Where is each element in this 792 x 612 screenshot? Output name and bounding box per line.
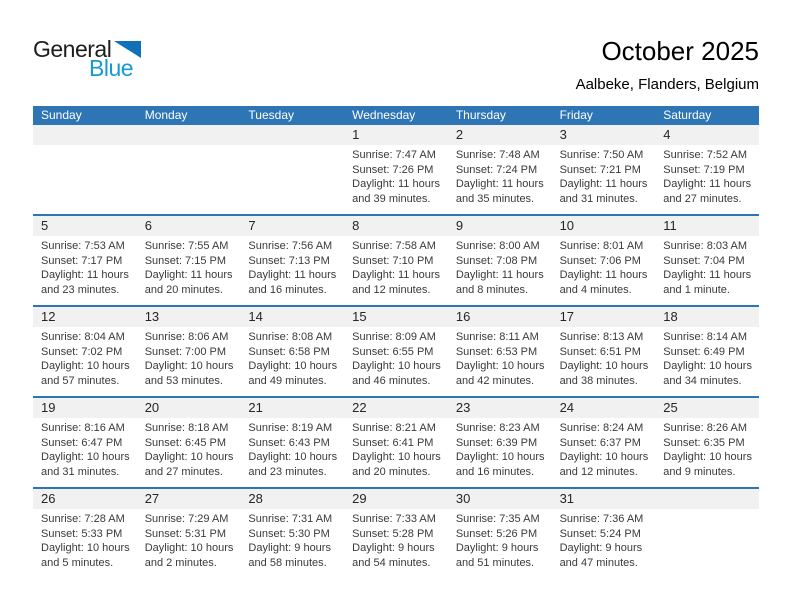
weekday-header bbox=[33, 106, 759, 125]
sunrise-text: Sunrise: 7:50 AM bbox=[559, 149, 644, 161]
day-number: 28 bbox=[248, 491, 263, 506]
daylight-text: and 5 minutes. bbox=[41, 556, 114, 569]
day-cell bbox=[655, 418, 759, 487]
sunrise-text: Sunrise: 7:52 AM bbox=[663, 149, 748, 161]
daylight-text: and 20 minutes. bbox=[144, 283, 223, 296]
daylight-text: and 16 minutes. bbox=[248, 283, 327, 296]
daylight-text: Daylight: 10 hours bbox=[41, 451, 130, 463]
daylight-text: Daylight: 10 hours bbox=[352, 451, 441, 463]
day-cell bbox=[240, 327, 344, 396]
daylight-text: Daylight: 9 hours bbox=[455, 542, 539, 554]
weekday-monday: Monday bbox=[144, 108, 188, 122]
day-number-strip bbox=[33, 489, 759, 509]
daylight-text: and 9 minutes. bbox=[663, 465, 736, 478]
day-number-strip bbox=[33, 307, 759, 327]
day-number: 22 bbox=[352, 400, 367, 415]
day-number: 26 bbox=[41, 491, 56, 506]
sunrise-text: Sunrise: 7:33 AM bbox=[352, 513, 436, 525]
daylight-text: and 20 minutes. bbox=[352, 465, 431, 478]
day-number-strip bbox=[33, 125, 759, 145]
sunrise-text: Sunrise: 7:28 AM bbox=[41, 513, 125, 525]
day-cell bbox=[655, 236, 759, 305]
day-details-row bbox=[33, 236, 759, 305]
day-cell bbox=[552, 236, 656, 305]
day-cell bbox=[448, 327, 552, 396]
day-details-row bbox=[33, 327, 759, 396]
sunset-text: Sunset: 5:28 PM bbox=[352, 527, 434, 540]
sunset-text: Sunset: 6:35 PM bbox=[663, 436, 745, 449]
day-cell bbox=[240, 418, 344, 487]
sunset-text: Sunset: 7:13 PM bbox=[248, 254, 330, 267]
day-cell bbox=[33, 509, 137, 578]
day-number: 10 bbox=[559, 218, 575, 233]
sunrise-text: Sunrise: 8:09 AM bbox=[352, 331, 436, 343]
daylight-text: Daylight: 10 hours bbox=[663, 360, 752, 372]
sunrise-text: Sunrise: 7:29 AM bbox=[144, 513, 229, 525]
daylight-text: Daylight: 9 hours bbox=[352, 542, 435, 554]
weekday-tuesday: Tuesday bbox=[248, 108, 295, 122]
day-cell bbox=[240, 145, 344, 214]
day-cell bbox=[344, 236, 448, 305]
sunrise-text: Sunrise: 7:47 AM bbox=[352, 149, 436, 161]
day-cell bbox=[137, 418, 241, 487]
daylight-text: and 47 minutes. bbox=[559, 556, 638, 569]
daylight-text: and 8 minutes. bbox=[455, 283, 528, 296]
day-number: 2 bbox=[455, 127, 464, 142]
general-blue-logo bbox=[33, 38, 141, 80]
day-cell bbox=[655, 327, 759, 396]
daylight-text: and 35 minutes. bbox=[455, 192, 535, 205]
sunrise-text: Sunrise: 7:35 AM bbox=[455, 513, 540, 525]
day-details-row bbox=[33, 418, 759, 487]
daylight-text: Daylight: 11 hours bbox=[144, 269, 233, 281]
daylight-text: Daylight: 11 hours bbox=[663, 269, 752, 281]
sunset-text: Sunset: 7:17 PM bbox=[41, 254, 123, 267]
sunrise-text: Sunrise: 8:18 AM bbox=[144, 422, 229, 434]
day-cell bbox=[552, 145, 656, 214]
day-cell bbox=[448, 145, 552, 214]
day-cell bbox=[33, 236, 137, 305]
day-cell bbox=[448, 418, 552, 487]
sunset-text: Sunset: 7:04 PM bbox=[663, 254, 745, 267]
sunrise-text: Sunrise: 8:01 AM bbox=[559, 240, 644, 252]
day-cell bbox=[344, 327, 448, 396]
daylight-text: and 2 minutes. bbox=[144, 556, 217, 569]
sunrise-text: Sunrise: 7:58 AM bbox=[352, 240, 436, 252]
daylight-text: Daylight: 10 hours bbox=[559, 451, 649, 463]
daylight-text: and 38 minutes. bbox=[559, 374, 638, 387]
daylight-text: and 23 minutes. bbox=[41, 283, 120, 296]
sunrise-text: Sunrise: 8:19 AM bbox=[248, 422, 333, 434]
sunrise-text: Sunrise: 7:36 AM bbox=[559, 513, 644, 525]
day-number: 7 bbox=[248, 218, 256, 233]
day-cell bbox=[240, 236, 344, 305]
week-row bbox=[33, 396, 759, 487]
weekday-thursday: Thursday bbox=[455, 108, 506, 122]
sunset-text: Sunset: 7:26 PM bbox=[352, 163, 434, 176]
day-cell bbox=[33, 145, 137, 214]
day-number: 11 bbox=[663, 218, 677, 233]
title-block bbox=[576, 36, 759, 93]
sunset-text: Sunset: 6:58 PM bbox=[248, 345, 330, 358]
sunset-text: Sunset: 6:53 PM bbox=[455, 345, 538, 358]
sunset-text: Sunset: 6:45 PM bbox=[144, 436, 227, 449]
day-number bbox=[655, 489, 759, 509]
daylight-text: Daylight: 10 hours bbox=[144, 542, 234, 554]
sunrise-text: Sunrise: 8:00 AM bbox=[455, 240, 540, 252]
sunrise-text: Sunrise: 8:11 AM bbox=[455, 331, 539, 343]
daylight-text: Daylight: 10 hours bbox=[41, 542, 130, 554]
sunrise-text: Sunrise: 8:23 AM bbox=[455, 422, 540, 434]
daylight-text: Daylight: 11 hours bbox=[248, 269, 337, 281]
logo-text-blue: Blue bbox=[89, 55, 134, 81]
day-number: 27 bbox=[144, 491, 160, 506]
sunset-text: Sunset: 7:08 PM bbox=[455, 254, 538, 267]
day-cell bbox=[33, 418, 137, 487]
day-number: 14 bbox=[248, 309, 263, 324]
daylight-text: and 31 minutes. bbox=[41, 465, 120, 478]
daylight-text: Daylight: 11 hours bbox=[455, 269, 544, 281]
month-title: October 2025 bbox=[601, 36, 759, 66]
day-number: 8 bbox=[352, 218, 360, 233]
daylight-text: Daylight: 10 hours bbox=[41, 360, 130, 372]
sunrise-text: Sunrise: 8:04 AM bbox=[41, 331, 125, 343]
daylight-text: Daylight: 10 hours bbox=[352, 360, 441, 372]
daylight-text: Daylight: 10 hours bbox=[559, 360, 649, 372]
daylight-text: Daylight: 11 hours bbox=[559, 178, 648, 190]
daylight-text: and 53 minutes. bbox=[144, 374, 223, 387]
sunset-text: Sunset: 7:24 PM bbox=[455, 163, 538, 176]
sunrise-text: Sunrise: 7:53 AM bbox=[41, 240, 125, 252]
location-subtitle: Aalbeke, Flanders, Belgium bbox=[575, 76, 759, 93]
sunset-text: Sunset: 5:26 PM bbox=[455, 527, 538, 540]
logo-text-general: General bbox=[33, 36, 112, 62]
day-number: 13 bbox=[144, 309, 160, 324]
sunrise-text: Sunrise: 7:31 AM bbox=[248, 513, 333, 525]
day-number: 9 bbox=[455, 218, 464, 233]
sunset-text: Sunset: 6:49 PM bbox=[663, 345, 745, 358]
day-number: 5 bbox=[41, 218, 49, 233]
day-number: 23 bbox=[455, 400, 471, 415]
daylight-text: Daylight: 10 hours bbox=[144, 451, 234, 463]
daylight-text: Daylight: 10 hours bbox=[455, 360, 545, 372]
sunrise-text: Sunrise: 8:03 AM bbox=[663, 240, 748, 252]
daylight-text: Daylight: 10 hours bbox=[663, 451, 752, 463]
day-number: 15 bbox=[352, 309, 367, 324]
day-number: 6 bbox=[144, 218, 152, 233]
daylight-text: and 54 minutes. bbox=[352, 556, 431, 569]
day-details-row bbox=[33, 145, 759, 214]
daylight-text: Daylight: 10 hours bbox=[144, 360, 234, 372]
daylight-text: Daylight: 11 hours bbox=[41, 269, 129, 281]
daylight-text: and 4 minutes. bbox=[559, 283, 632, 296]
day-number: 20 bbox=[144, 400, 160, 415]
daylight-text: and 23 minutes. bbox=[248, 465, 327, 478]
day-number-strip bbox=[33, 216, 759, 236]
sunrise-text: Sunrise: 8:26 AM bbox=[663, 422, 748, 434]
day-cell bbox=[33, 327, 137, 396]
daylight-text: Daylight: 9 hours bbox=[248, 542, 331, 554]
day-number: 30 bbox=[455, 491, 471, 506]
sunrise-text: Sunrise: 8:13 AM bbox=[559, 331, 644, 343]
daylight-text: and 58 minutes. bbox=[248, 556, 327, 569]
day-cell bbox=[137, 236, 241, 305]
daylight-text: Daylight: 9 hours bbox=[559, 542, 643, 554]
sunset-text: Sunset: 7:06 PM bbox=[559, 254, 641, 267]
daylight-text: Daylight: 10 hours bbox=[455, 451, 545, 463]
day-number: 1 bbox=[352, 127, 360, 142]
weekday-friday: Friday bbox=[559, 108, 593, 122]
day-number bbox=[33, 125, 137, 145]
day-number bbox=[240, 125, 344, 145]
daylight-text: and 49 minutes. bbox=[248, 374, 327, 387]
weekday-sunday: Sunday bbox=[41, 108, 82, 122]
sunrise-text: Sunrise: 8:21 AM bbox=[352, 422, 436, 434]
sunset-text: Sunset: 5:31 PM bbox=[144, 527, 227, 540]
sunset-text: Sunset: 6:43 PM bbox=[248, 436, 330, 449]
sunset-text: Sunset: 7:19 PM bbox=[663, 163, 745, 176]
sunset-text: Sunset: 6:55 PM bbox=[352, 345, 434, 358]
sunset-text: Sunset: 5:30 PM bbox=[248, 527, 330, 540]
day-cell bbox=[655, 509, 759, 578]
sunrise-text: Sunrise: 8:08 AM bbox=[248, 331, 333, 343]
sunrise-text: Sunrise: 8:16 AM bbox=[41, 422, 125, 434]
day-number: 16 bbox=[455, 309, 471, 324]
daylight-text: and 27 minutes. bbox=[663, 192, 742, 205]
day-cell bbox=[344, 418, 448, 487]
daylight-text: Daylight: 10 hours bbox=[248, 360, 338, 372]
sunrise-text: Sunrise: 8:24 AM bbox=[559, 422, 644, 434]
day-number: 21 bbox=[248, 400, 263, 415]
day-number: 29 bbox=[352, 491, 367, 506]
calendar-table bbox=[33, 106, 759, 578]
sunset-text: Sunset: 5:33 PM bbox=[41, 527, 123, 540]
sunset-text: Sunset: 7:10 PM bbox=[352, 254, 434, 267]
daylight-text: and 46 minutes. bbox=[352, 374, 431, 387]
sunset-text: Sunset: 5:24 PM bbox=[559, 527, 641, 540]
day-cell bbox=[344, 145, 448, 214]
daylight-text: Daylight: 11 hours bbox=[352, 269, 440, 281]
sunset-text: Sunset: 7:00 PM bbox=[144, 345, 227, 358]
week-row bbox=[33, 487, 759, 578]
sunset-text: Sunset: 6:41 PM bbox=[352, 436, 434, 449]
day-number: 31 bbox=[559, 491, 575, 506]
calendar-weeks bbox=[33, 125, 759, 578]
daylight-text: and 31 minutes. bbox=[559, 192, 638, 205]
sunset-text: Sunset: 7:15 PM bbox=[144, 254, 227, 267]
daylight-text: and 39 minutes. bbox=[352, 192, 431, 205]
sunrise-text: Sunrise: 8:06 AM bbox=[144, 331, 229, 343]
sunset-text: Sunset: 6:51 PM bbox=[559, 345, 641, 358]
day-number: 3 bbox=[559, 127, 567, 142]
day-cell bbox=[137, 145, 241, 214]
day-cell bbox=[240, 509, 344, 578]
day-details-row bbox=[33, 509, 759, 578]
daylight-text: and 12 minutes. bbox=[559, 465, 638, 478]
sunrise-text: Sunrise: 8:14 AM bbox=[663, 331, 748, 343]
day-number bbox=[137, 125, 241, 145]
day-cell bbox=[344, 509, 448, 578]
sunrise-text: Sunrise: 7:55 AM bbox=[144, 240, 229, 252]
day-cell bbox=[552, 509, 656, 578]
daylight-text: Daylight: 11 hours bbox=[455, 178, 544, 190]
sunset-text: Sunset: 6:39 PM bbox=[455, 436, 538, 449]
day-cell bbox=[552, 327, 656, 396]
day-number: 4 bbox=[663, 127, 671, 142]
sunset-text: Sunset: 6:47 PM bbox=[41, 436, 123, 449]
day-cell bbox=[137, 509, 241, 578]
day-number: 24 bbox=[559, 400, 575, 415]
daylight-text: Daylight: 11 hours bbox=[663, 178, 752, 190]
week-row bbox=[33, 305, 759, 396]
sunrise-text: Sunrise: 7:56 AM bbox=[248, 240, 333, 252]
daylight-text: Daylight: 11 hours bbox=[559, 269, 648, 281]
day-cell bbox=[655, 145, 759, 214]
sunset-text: Sunset: 7:21 PM bbox=[559, 163, 641, 176]
sunset-text: Sunset: 6:37 PM bbox=[559, 436, 641, 449]
daylight-text: and 51 minutes. bbox=[455, 556, 535, 569]
day-number: 19 bbox=[41, 400, 56, 415]
sunrise-text: Sunrise: 7:48 AM bbox=[455, 149, 540, 161]
daylight-text: and 42 minutes. bbox=[455, 374, 535, 387]
day-number: 18 bbox=[663, 309, 678, 324]
daylight-text: and 16 minutes. bbox=[455, 465, 535, 478]
week-row bbox=[33, 125, 759, 214]
day-cell bbox=[448, 236, 552, 305]
daylight-text: Daylight: 10 hours bbox=[248, 451, 338, 463]
day-cell bbox=[552, 418, 656, 487]
daylight-text: and 57 minutes. bbox=[41, 374, 120, 387]
daylight-text: Daylight: 11 hours bbox=[352, 178, 440, 190]
day-cell bbox=[137, 327, 241, 396]
week-row bbox=[33, 214, 759, 305]
day-number: 17 bbox=[559, 309, 575, 324]
daylight-text: and 27 minutes. bbox=[144, 465, 223, 478]
weekday-saturday: Saturday bbox=[663, 108, 712, 122]
daylight-text: and 1 minute. bbox=[663, 283, 730, 296]
sunset-text: Sunset: 7:02 PM bbox=[41, 345, 123, 358]
daylight-text: and 34 minutes. bbox=[663, 374, 742, 387]
day-number: 25 bbox=[663, 400, 678, 415]
day-number-strip bbox=[33, 398, 759, 418]
day-cell bbox=[448, 509, 552, 578]
day-number: 12 bbox=[41, 309, 56, 324]
weekday-wednesday: Wednesday bbox=[352, 108, 416, 122]
daylight-text: and 12 minutes. bbox=[352, 283, 431, 296]
